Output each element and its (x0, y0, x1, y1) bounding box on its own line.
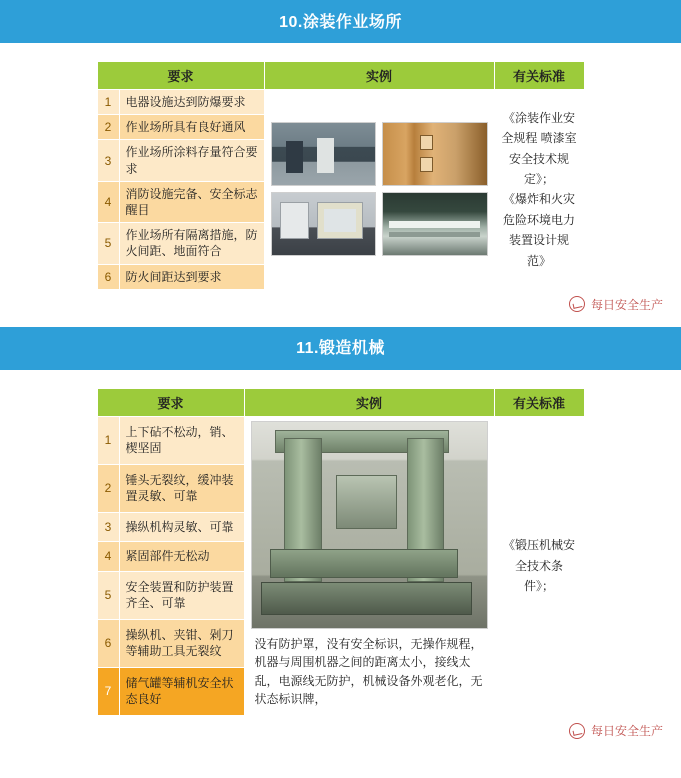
section-divider (0, 313, 681, 327)
section-10-photo-cell (264, 90, 494, 290)
section-11-table-wrap (0, 370, 681, 716)
standard-line: 《爆炸和火灾 (502, 192, 575, 207)
row-number: 2 (97, 115, 119, 140)
section-10-title: 10.涂装作业场所 (279, 13, 402, 31)
standard-line: 危险环境电力 (502, 212, 575, 227)
standard-line: 《涂装作业安 (502, 110, 575, 125)
row-number: 6 (97, 619, 119, 667)
row-requirement: 储气罐等辅机安全状态良好 (119, 667, 244, 715)
row-number: 5 (97, 223, 119, 264)
row-requirement: 消防设施完备、安全标志醒目 (119, 181, 264, 222)
section-10-standard-cell (494, 90, 584, 290)
table-row (97, 416, 584, 464)
spray-booth-workers-photo (271, 122, 377, 186)
section-10-table (97, 61, 585, 290)
table-header-row (97, 62, 584, 90)
row-requirement: 防火间距达到要求 (119, 264, 264, 289)
row-requirement: 电器设施达到防爆要求 (119, 90, 264, 115)
standard-line: 装置设计规范》 (508, 233, 569, 268)
press-bed (270, 549, 458, 578)
header-example: 实例 (264, 62, 494, 90)
section-10-table-wrap (0, 43, 681, 290)
section-11-table (97, 388, 585, 716)
section-10-banner (0, 0, 681, 40)
header-requirement: 要求 (97, 62, 264, 90)
table-row (97, 90, 584, 115)
row-number: 1 (97, 416, 119, 464)
section-11-banner (0, 327, 681, 367)
row-requirement: 操纵机、夹钳、剁刀等辅助工具无裂纹 (119, 619, 244, 667)
press-base (261, 582, 473, 615)
section-11-caption: 没有防护罩，没有安全标识，无操作规程，机器与周围机器之间的距离太小，接线太乱，电源线无防护，机械设备外观老化，无状态标识牌， (254, 636, 483, 707)
header-standard: 有关标准 (494, 62, 584, 90)
watermark (0, 290, 681, 313)
standard-line: 安全技术规 (508, 151, 569, 166)
section-11 (0, 327, 681, 739)
standard-line: 定》； (523, 171, 554, 186)
section-11-title: 11.锻造机械 (296, 340, 385, 358)
standard-line: 全规程 喷漆室 (501, 131, 577, 146)
header-requirement: 要求 (97, 388, 244, 416)
wooden-door-panels-photo (382, 122, 488, 186)
photo-grid (271, 122, 488, 256)
row-number: 1 (97, 90, 119, 115)
section-11-standard-cell (494, 416, 584, 715)
row-number: 3 (97, 512, 119, 541)
row-number: 3 (97, 140, 119, 181)
row-number: 4 (97, 181, 119, 222)
row-requirement: 作业场所涂料存量符合要求 (119, 140, 264, 181)
table-header-row (97, 388, 584, 416)
section-11-photo-cell (244, 416, 494, 715)
row-requirement: 上下砧不松动，销、楔坚固 (119, 416, 244, 464)
row-number: 5 (97, 571, 119, 619)
watermark-text: 每日安全生产 (590, 724, 663, 739)
paint-equipment-cabinet-photo (271, 192, 377, 256)
wechat-circle-icon (569, 296, 585, 312)
standard-line: 全技术条件》； (514, 558, 563, 594)
hydraulic-forging-press-photo (251, 421, 488, 629)
row-requirement: 作业场所有隔离措施，防火间距、地面符合 (119, 223, 264, 264)
row-number: 4 (97, 542, 119, 571)
section-10 (0, 0, 681, 313)
header-standard: 有关标准 (494, 388, 584, 416)
row-requirement: 锤头无裂纹，缓冲装置灵敏、可靠 (119, 464, 244, 512)
row-number: 7 (97, 667, 119, 715)
header-example: 实例 (244, 388, 494, 416)
press-ram (336, 475, 397, 529)
row-number: 6 (97, 264, 119, 289)
row-requirement: 安全装置和防护装置齐全、可靠 (119, 571, 244, 619)
row-requirement: 操纵机构灵敏、可靠 (119, 512, 244, 541)
row-number: 2 (97, 464, 119, 512)
wechat-circle-icon (569, 723, 585, 739)
exhaust-duct-photo (382, 192, 488, 256)
watermark-text: 每日安全生产 (590, 297, 663, 312)
row-requirement: 作业场所具有良好通风 (119, 115, 264, 140)
watermark (0, 716, 681, 739)
row-requirement: 紧固部件无松动 (119, 542, 244, 571)
standard-line: 《锻压机械安 (502, 538, 575, 553)
